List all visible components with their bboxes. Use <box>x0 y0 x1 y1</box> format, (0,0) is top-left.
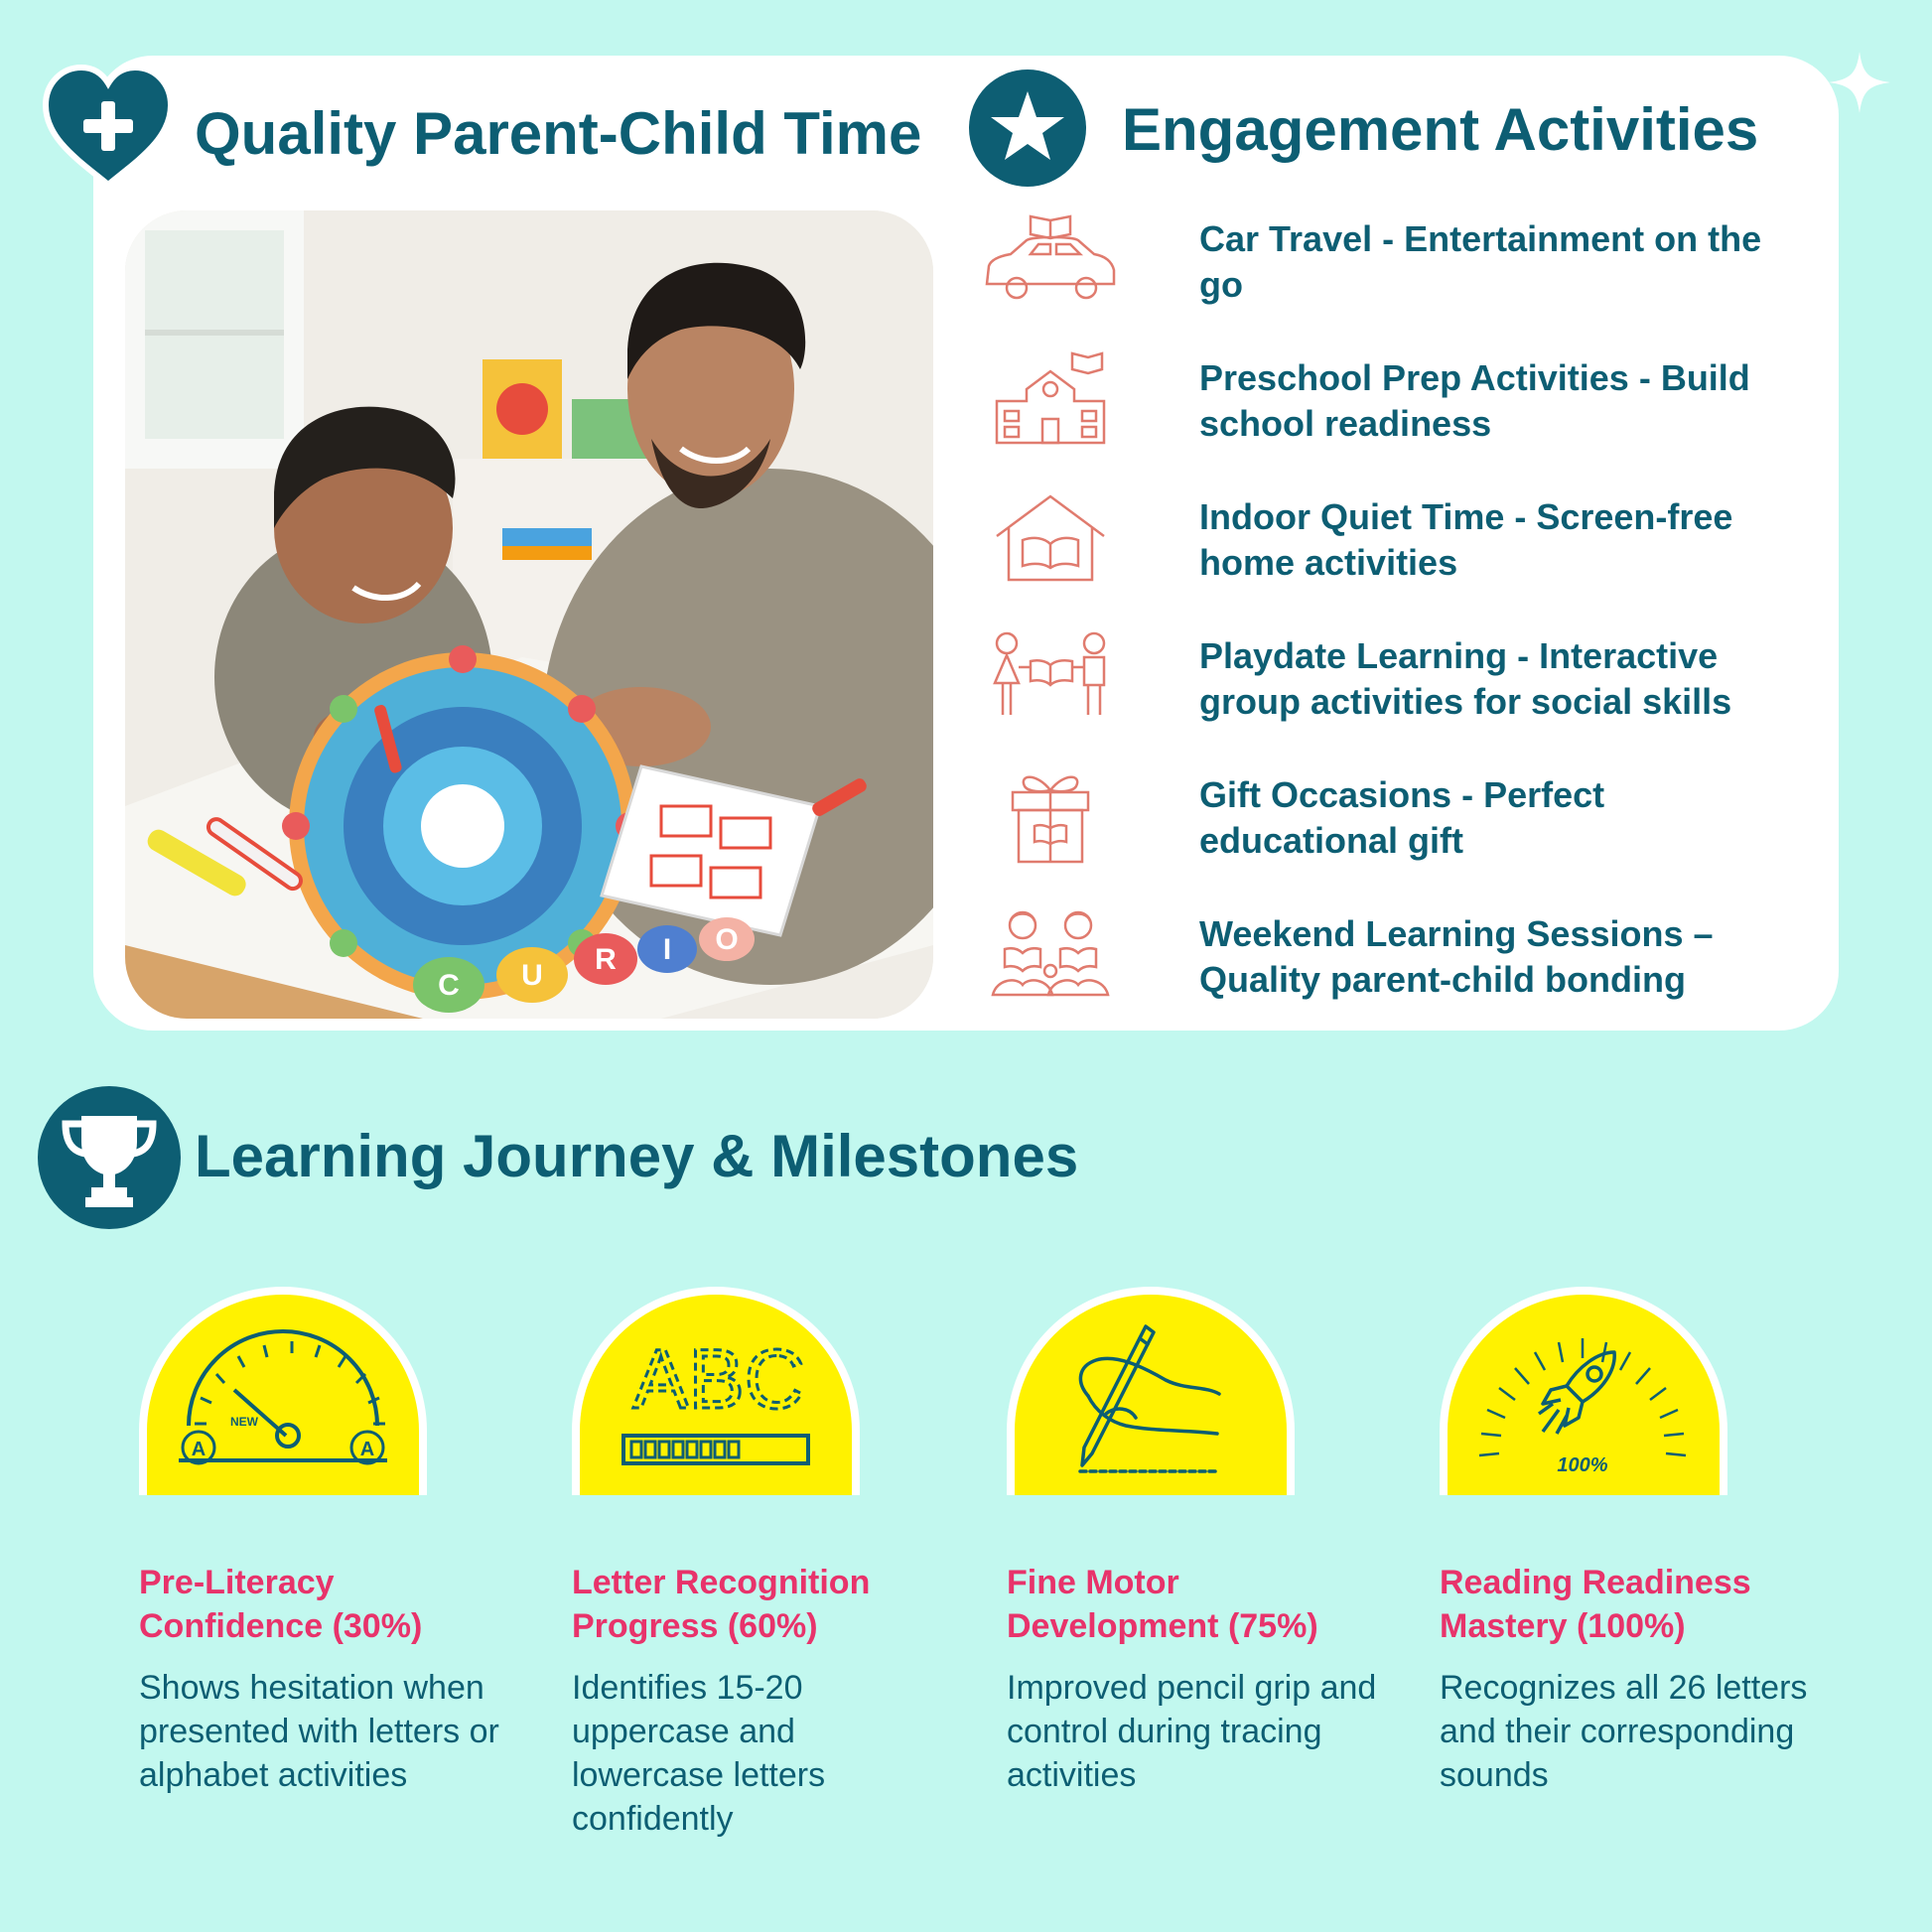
speedometer-icon <box>139 1287 427 1495</box>
milestone-description: Identifies 15-20 uppercase and lowercase letters confidently <box>572 1669 826 1838</box>
milestone-title: Pre-Literacy Confidence (30%) <box>139 1564 423 1645</box>
milestone-title: Reading Readiness Mastery (100%) <box>1440 1564 1751 1645</box>
milestone-title: Fine Motor Development (75%) <box>1007 1564 1318 1645</box>
school-building-icon <box>977 349 1126 449</box>
rocket-percent-label: 100% <box>1557 1454 1608 1476</box>
star-icon <box>969 69 1086 187</box>
activity-item-playdate-learning <box>977 627 1791 737</box>
milestone-description: Shows hesitation when presented with letters or alphabet activities <box>139 1669 499 1794</box>
parent-child-photo <box>125 210 933 1019</box>
gift-box-icon <box>977 766 1126 866</box>
heart-plus-icon <box>40 62 177 191</box>
activity-label: Weekend Learning Sessions – Quality parent-child bonding <box>1199 913 1714 1000</box>
game-letter-2: U <box>521 959 543 992</box>
game-letter-3: R <box>595 943 617 976</box>
photo-illustration <box>125 210 933 1019</box>
journey-section-title: Learning Journey & Milestones <box>195 1123 1079 1189</box>
game-letter-4: I <box>662 933 672 966</box>
trophy-icon <box>38 1086 181 1229</box>
children-reading-icon <box>977 905 1126 1005</box>
milestone-title: Letter Recognition Progress (60%) <box>572 1564 871 1645</box>
gauge-letter-right: A <box>359 1439 375 1460</box>
milestone-description: Improved pencil grip and control during tracing activities <box>1007 1669 1377 1794</box>
children-with-book-icon <box>977 627 1126 727</box>
activity-item-indoor-quiet-time <box>977 488 1791 598</box>
activity-label: Gift Occasions - Perfect educational gift <box>1199 774 1605 861</box>
activity-label: Indoor Quiet Time - Screen-free home activities <box>1199 496 1733 583</box>
abc-tracing-icon <box>572 1287 860 1495</box>
trophy-badge <box>38 1086 181 1229</box>
activity-item-gift-occasions <box>977 766 1791 876</box>
hand-pencil-icon <box>1007 1287 1295 1495</box>
car-with-book-icon <box>977 210 1126 310</box>
activity-label: Preschool Prep Activities - Build school readiness <box>1199 357 1750 444</box>
game-letter-5: O <box>715 923 739 956</box>
quality-section-title: Quality Parent-Child Time <box>195 100 922 167</box>
gauge-new-label: NEW <box>230 1415 258 1429</box>
engagement-section-title: Engagement Activities <box>1122 96 1759 163</box>
game-letter-1: C <box>438 969 460 1002</box>
abc-letters: ABC <box>632 1332 805 1426</box>
activity-item-car-travel <box>977 210 1791 320</box>
activity-label: Playdate Learning - Interactive group activities for social skills <box>1199 635 1732 722</box>
star-badge <box>969 69 1086 187</box>
activity-item-weekend-sessions <box>977 905 1791 1015</box>
rocket-icon <box>1440 1287 1727 1495</box>
activity-label: Car Travel - Entertainment on the go <box>1199 218 1762 305</box>
gauge-letter-left: A <box>191 1439 207 1460</box>
milestone-description: Recognizes all 26 letters and their corresponding sounds <box>1440 1669 1808 1794</box>
house-with-book-icon <box>977 488 1126 588</box>
activity-item-preschool-prep <box>977 349 1791 459</box>
sparkle-icon <box>1827 50 1892 115</box>
